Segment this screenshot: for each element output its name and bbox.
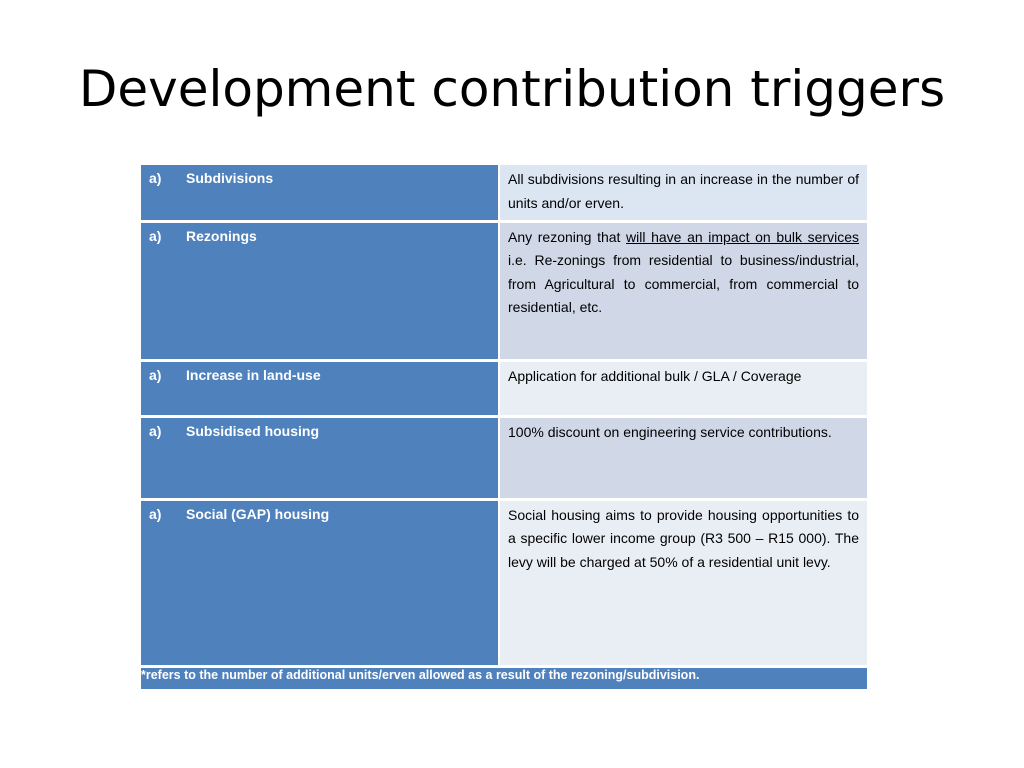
trigger-description: Application for additional bulk / GLA / Coverage [508,367,802,384]
trigger-label: Rezonings [186,227,257,244]
table-row [141,499,867,666]
trigger-description [500,223,867,320]
trigger-label: Subsidised housing [186,422,320,439]
slide-title: Development contribution triggers [78,60,946,118]
table-row [141,165,867,221]
table-row [141,416,867,499]
trigger-label: Subdivisions [186,170,274,186]
trigger-description: All subdivisions resulting in an increase in the number of units and/or erven. [508,171,859,211]
list-marker: a) [149,505,162,522]
triggers-table [141,165,867,692]
table-footer-row [141,666,867,690]
list-marker: a) [149,170,162,186]
description-text: i.e. Re-zonings from residential to business/industrial, from Agricultural to commercial, from commercial to residential, etc. [508,252,859,315]
trigger-label-cell [141,499,499,666]
list-marker: a) [149,366,162,383]
underlined-text: will have an impact on bulk services [626,228,859,245]
trigger-description-cell [499,360,867,416]
list-marker: a) [149,422,162,439]
trigger-label: Social (GAP) housing [186,505,330,522]
table-footnote: *refers to the number of additional units/erven allowed as a result of the rezoning/subdivision. [141,666,867,690]
description-text: Any rezoning that [508,228,627,245]
trigger-label-cell [141,360,499,416]
trigger-label: Increase in land-use [186,366,321,383]
table-row [141,221,867,360]
list-marker: a) [149,227,162,244]
trigger-label-cell [141,165,499,221]
trigger-description-cell [499,221,867,360]
trigger-description: Social housing aims to provide housing opportunities to a specific lower income group (R3 500 – R15 000). The levy will be charged at 50% of a residential unit levy. [508,506,859,570]
trigger-description-cell [499,499,867,666]
trigger-description-cell [499,165,867,221]
trigger-label-cell [141,416,499,499]
trigger-description-cell [499,416,867,499]
table-row [141,360,867,416]
trigger-description: 100% discount on engineering service contributions. [508,423,832,440]
trigger-label-cell [141,221,499,360]
